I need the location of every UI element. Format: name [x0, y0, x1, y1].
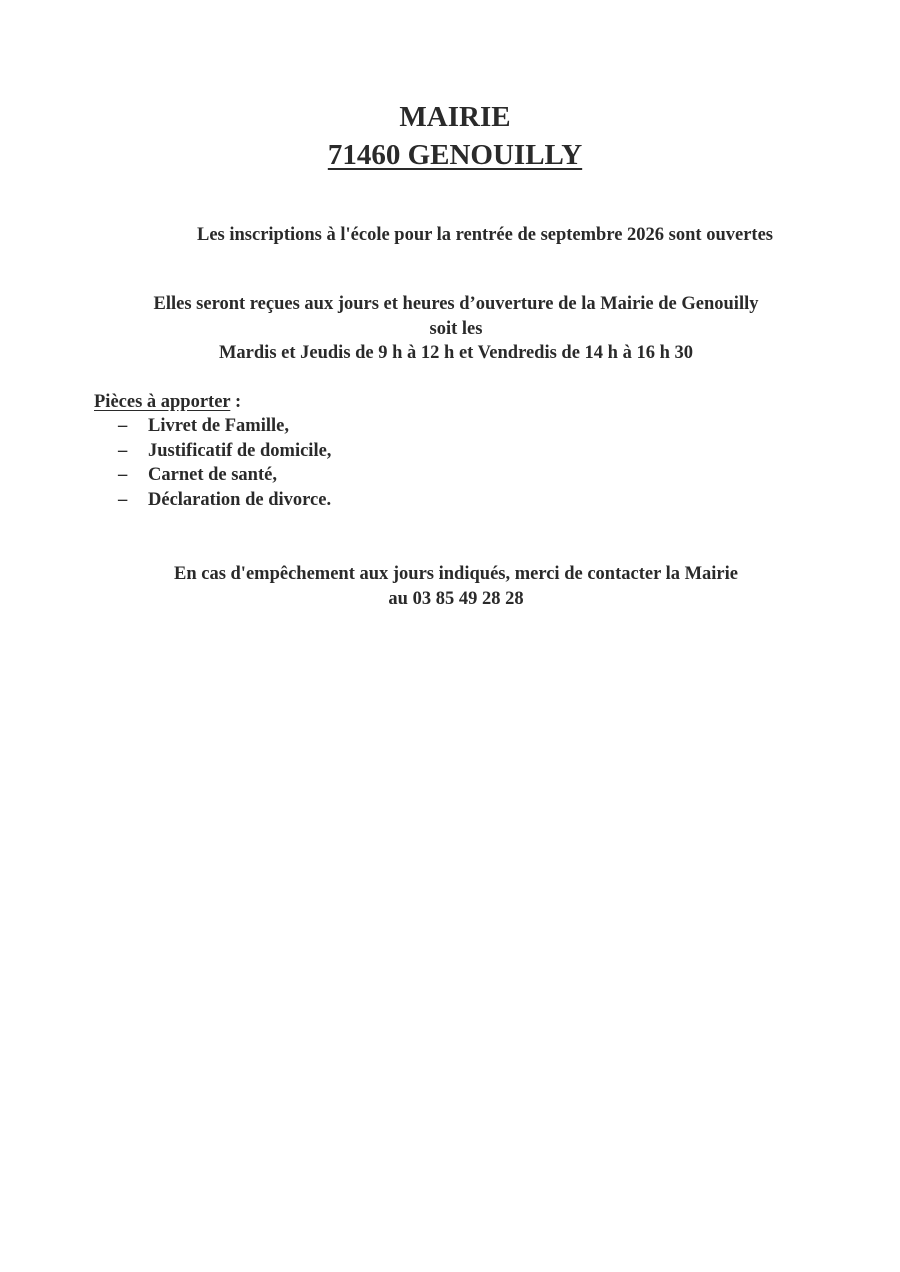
title-commune — [0, 138, 900, 172]
title-mairie: MAIRIE — [399, 101, 511, 133]
title-commune-text: 71460 GENOUILLY — [327, 139, 583, 171]
hours-line-1: Elles seront reçues aux jours et heures d’ouverture de la Mairie de Genouilly — [153, 294, 759, 314]
list-item — [118, 439, 331, 464]
list-dash: – — [118, 440, 128, 461]
list-item — [118, 463, 331, 488]
documents-heading-colon: : — [230, 392, 242, 412]
contact-phone: au 03 85 49 28 28 — [388, 589, 524, 609]
announcement-text: Les inscriptions à l'école pour la rentrée de septembre 2026 sont ouvertes — [196, 225, 773, 245]
list-item-text: Justificatif de domicile, — [148, 440, 332, 461]
hours-line-2: soit les — [429, 319, 483, 339]
documents-heading — [94, 390, 241, 414]
list-item-text: Livret de Famille, — [148, 416, 289, 436]
list-item-text: Déclaration de divorce. — [148, 489, 332, 510]
documents-list — [118, 414, 331, 512]
hours-line-3: Mardis et Jeudis de 9 h à 12 h et Vendredis de 14 h à 16 h 30 — [218, 343, 694, 363]
documents-heading-label: Pièces à apporter — [94, 392, 231, 412]
list-dash: – — [118, 416, 128, 436]
list-item — [118, 488, 331, 513]
list-item — [118, 414, 331, 439]
list-dash: – — [118, 465, 128, 485]
contact-line-1: En cas d'empêchement aux jours indiqués, merci de contacter la Mairie — [173, 564, 738, 584]
list-dash: – — [118, 489, 128, 510]
list-item-text: Carnet de santé, — [148, 465, 277, 485]
